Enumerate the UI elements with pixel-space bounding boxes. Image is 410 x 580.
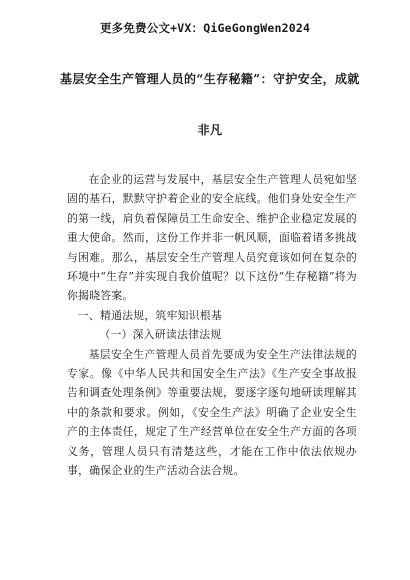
subsection-heading: （一）深入研读法律法规 <box>99 328 222 342</box>
document-body <box>67 170 357 481</box>
body-paragraph: 基层安全生产管理人员首先要成为安全生产法律法规的专家。像《中华人民共和国安全生产法》《生产安全事故报告和调查处理条例》等重要法规，要逐字逐句地研读理解其中的条款和要求。例如，《安全生产法》明确了企业安全生产的主体责任，规定了生产经营单位在安全生产方面的各项义务，管理人员只有清楚这些，才能在工作中依法依规办事，确保企业的生产活动合法合规。 <box>67 347 357 478</box>
watermark-header: 更多免费公文+VX：QiGeGongWen2024 <box>99 21 311 35</box>
title-line-1: 基层安全生产管理人员的“生存秘籍”：守护安全，成就 <box>60 72 360 86</box>
title-line-2: 非凡 <box>197 123 223 137</box>
section-heading: 一、精通法规，筑牢知识根基 <box>77 308 223 322</box>
intro-paragraph: 在企业的运营与发展中，基层安全生产管理人员宛如坚固的基石，默默守护着企业的安全底线。他们身处安全生产的第一线，肩负着保障员工生命安全、维护企业稳定发展的重大使命。然而，这份工作并非一帆风顺，面临着诸多挑战与困难。那么，基层安全生产管理人员究竟该如何在复杂的环境中“生存”并实现自我价值呢？以下这份“生存秘籍”将为你揭晓答案。 <box>67 173 357 303</box>
document-title <box>60 70 360 139</box>
